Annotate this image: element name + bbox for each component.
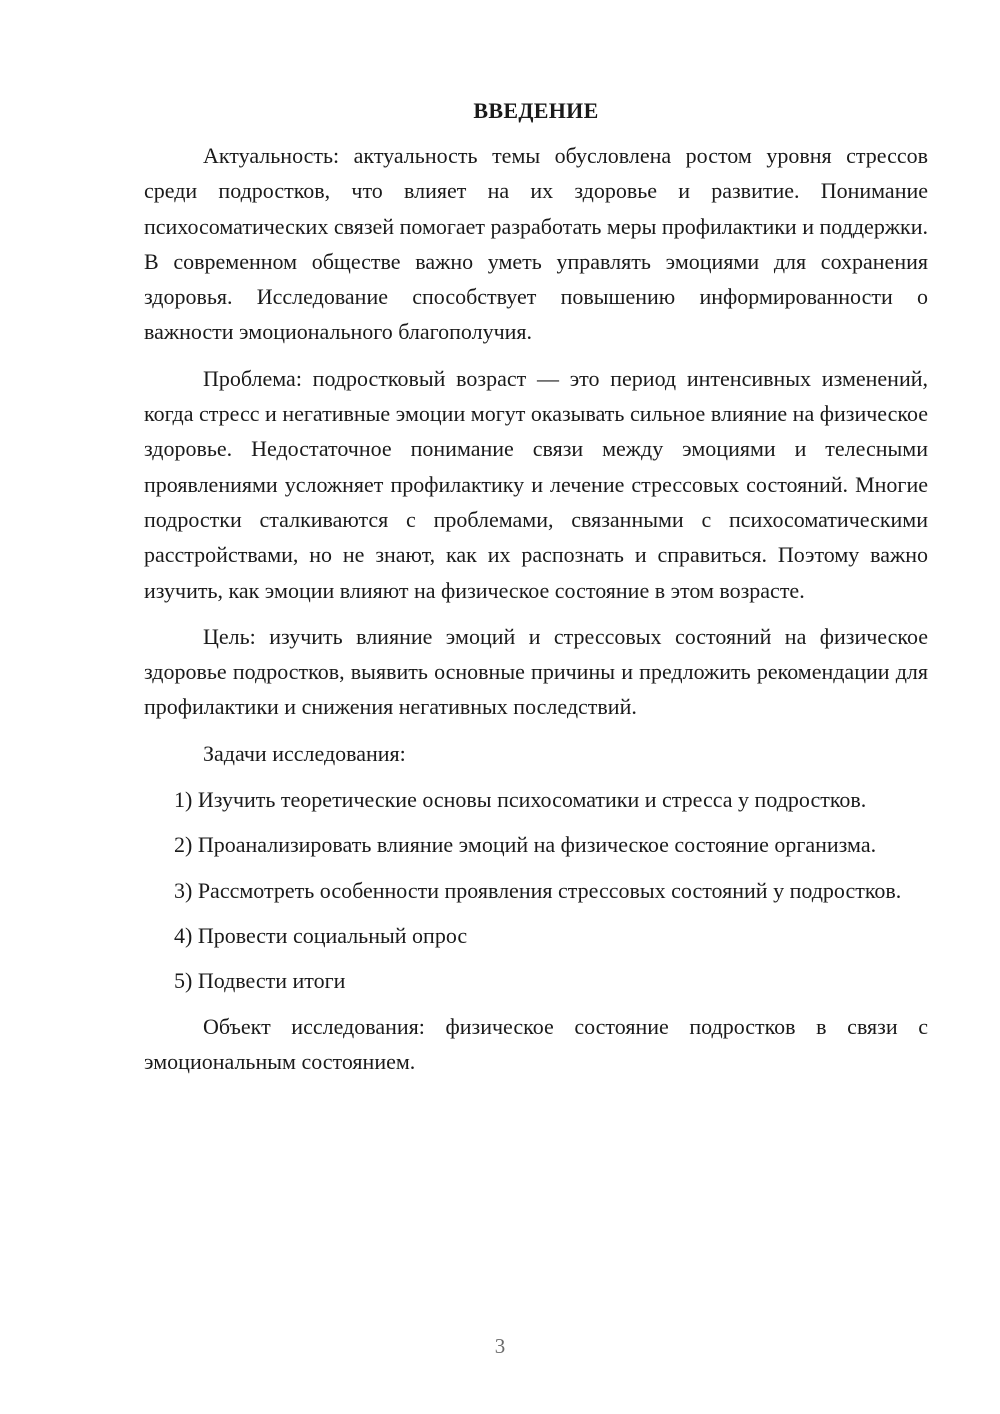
task-item-1: 1) Изучить теоретические основы психосоматики и стресса у подростков. — [174, 787, 867, 813]
task-item-2: 2) Проанализировать влияние эмоций на физическое состояние организма. — [174, 832, 877, 858]
page-number: 3 — [494, 1334, 506, 1358]
task-item-5: 5) Подвести итоги — [174, 968, 346, 994]
task-item-3: 3) Рассмотреть особенности проявления стрессовых состояний у подростков. — [174, 877, 902, 903]
tasks-heading: Задачи исследования: — [203, 740, 406, 766]
goal-paragraph: Цель: изучить влияние эмоций и стрессовых состояний на физическое здоровье подростков, выявить основные причины и предложить рекомендации для профилактики и снижения негативных последствий. — [144, 623, 928, 720]
problem-paragraph: Проблема: подростковый возраст — это период интенсивных изменений, когда стресс и негативные эмоции могут оказывать сильное влияние на физическое здоровье. Недостаточное понимание связи между эмоциями и телесными проявлениями усложняет профилактику и лечение стрессовых состояний. Многие подростки сталкиваются с проблемами, связанными с психосоматическими расстройствами, но не знают, как их распознать и справиться. Поэтому важно изучить, как эмоции влияют на физическое состояние в этом возрасте. — [144, 365, 928, 603]
relevance-paragraph: Актуальность: актуальность темы обусловлена ростом уровня стрессов среди подростков, что влияет на их здоровье и развитие. Понимание психосоматических связей помогает разработать меры профилактики и поддержки. В современном обществе важно уметь управлять эмоциями для сохранения здоровья. Исследование способствует повышению информированности о важности эмоционального благополучия. — [144, 143, 928, 345]
task-item-4: 4) Провести социальный опрос — [174, 922, 468, 948]
object-paragraph: Объект исследования: физическое состояние подростков в связи с эмоциональным состоянием. — [144, 1013, 928, 1074]
document-page — [144, 96, 928, 1090]
section-heading: ВВЕДЕНИЕ — [473, 98, 599, 123]
